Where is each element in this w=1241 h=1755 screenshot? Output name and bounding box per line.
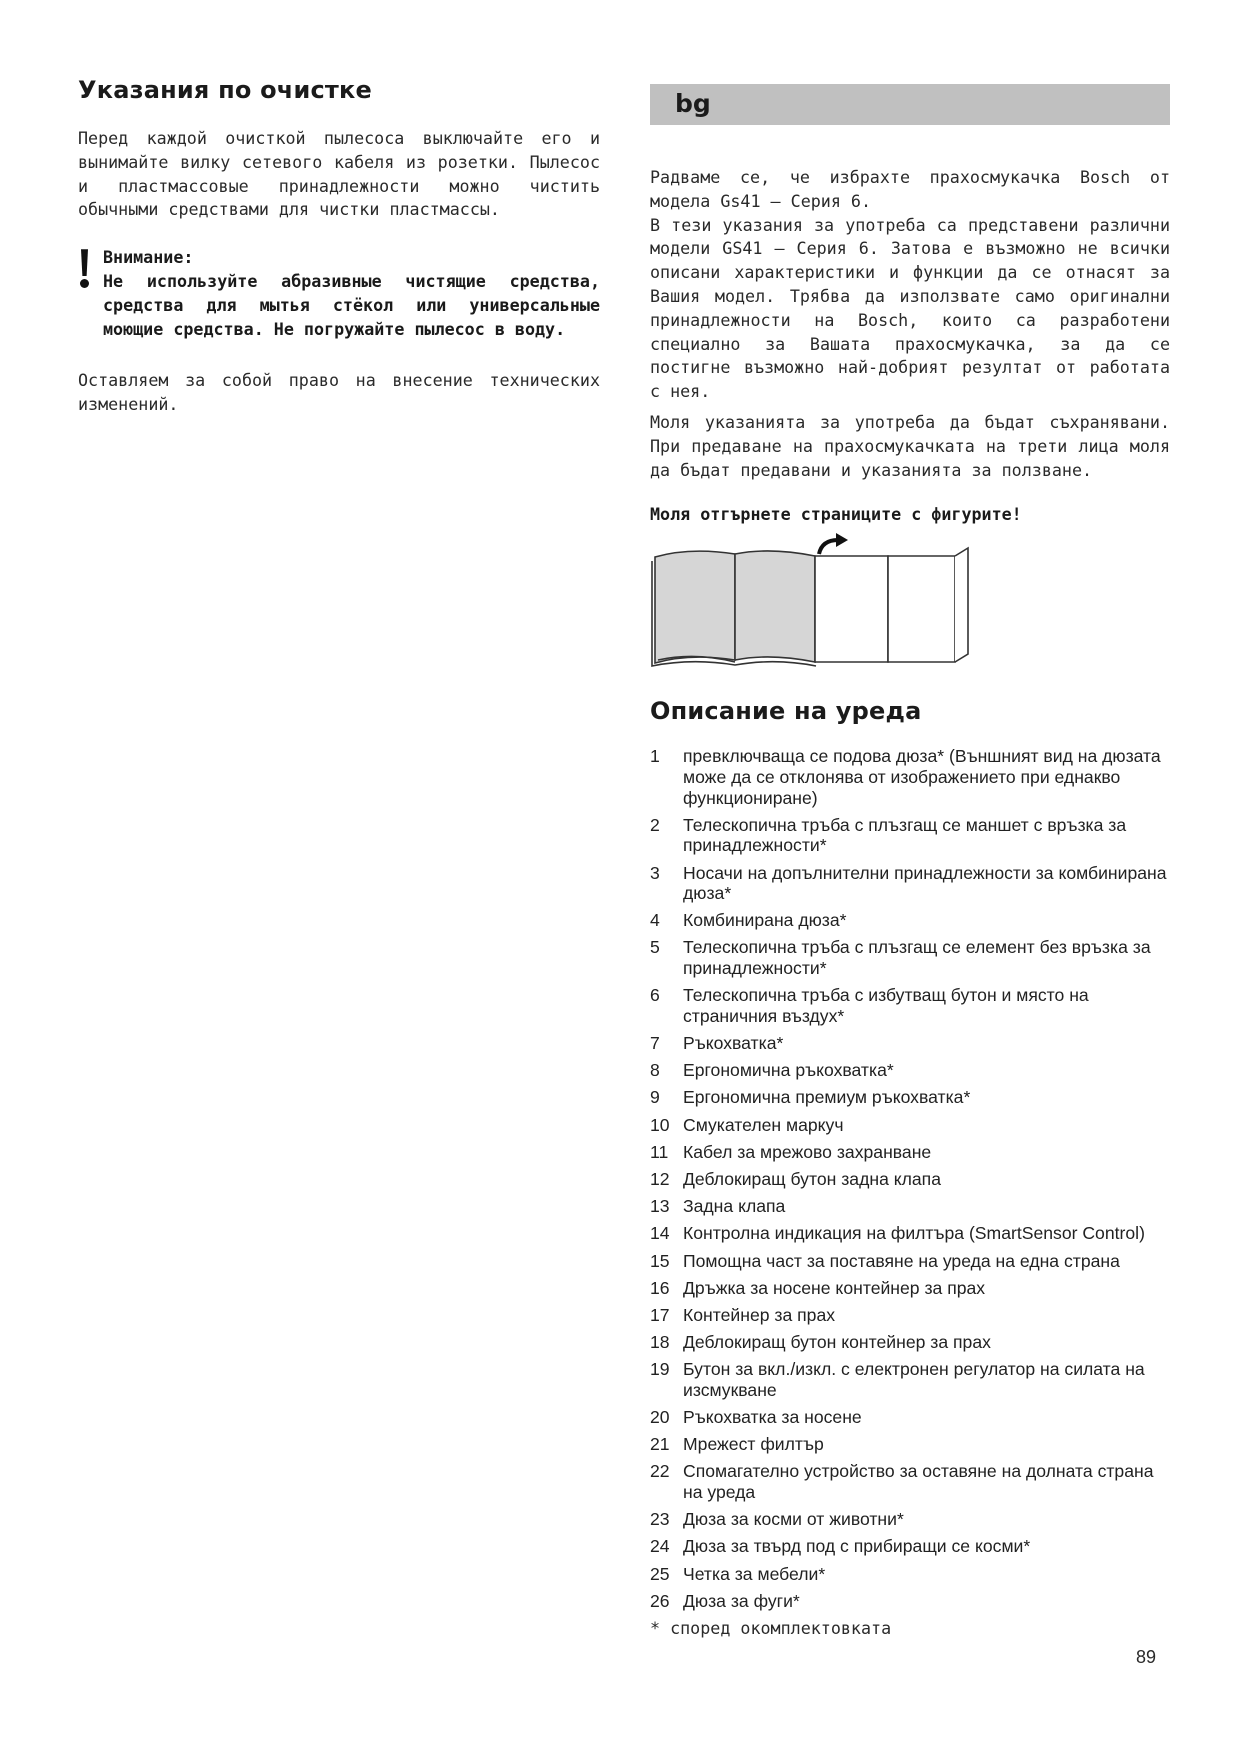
item-text: Ергономична премиум ръкохватка* — [683, 1087, 971, 1108]
item-number: 2 — [650, 814, 660, 835]
page-number: 89 — [1136, 1647, 1157, 1667]
list-item — [650, 1223, 1170, 1244]
list-item — [650, 910, 1170, 931]
item-text: Дюза за косми от животни* — [683, 1509, 904, 1530]
item-number: 5 — [650, 937, 660, 958]
foldout-pages-illustration — [650, 532, 980, 667]
list-item — [650, 1332, 1170, 1353]
list-item — [650, 1251, 1170, 1272]
item-number: 4 — [650, 910, 660, 931]
item-text: Четка за мебели* — [683, 1563, 826, 1584]
cleaning-heading: Указания по очистке — [78, 76, 373, 104]
list-item — [650, 1142, 1170, 1163]
item-number: 14 — [650, 1223, 670, 1244]
item-number: 22 — [650, 1461, 670, 1482]
language-code: bg — [675, 89, 711, 118]
list-item — [650, 937, 1170, 978]
cleaning-text: Перед каждой очисткой пылесоса выключайте его и вынимайте вилку сетевого кабеля из розетки. Пылесос и пластмассовые принадлежности можно чистить обычными средствами для чистки пластмассы. — [78, 128, 600, 220]
item-text: Дюза за твърд под с прибиращи се косми* — [683, 1536, 1031, 1557]
left-column — [78, 76, 600, 417]
warning-text: Не используйте абразивные чистящие средства, средства для мытья стёкол или универсальные моющие средства. Не погружайте пылесос в воду. — [103, 270, 600, 339]
item-text: Телескопична тръба с плъзгащ се маншет с връзка за принадлежности* — [683, 814, 1127, 856]
description-heading: Описание на уреда — [650, 697, 922, 726]
item-number: 9 — [650, 1087, 660, 1108]
list-item — [650, 1033, 1170, 1054]
list-item — [650, 1591, 1170, 1612]
warning-block — [78, 246, 600, 341]
changes-note: Оставляем за собой право на внесение технических изменений. — [78, 370, 600, 415]
item-number: 24 — [650, 1536, 670, 1557]
list-item — [650, 1305, 1170, 1326]
list-item — [650, 985, 1170, 1026]
item-number: 11 — [650, 1141, 669, 1162]
list-item — [650, 1536, 1170, 1557]
list-item — [650, 1278, 1170, 1299]
item-number: 15 — [650, 1250, 670, 1271]
item-text: Дюза за фуги* — [683, 1590, 800, 1611]
list-item — [650, 863, 1170, 904]
item-number: 25 — [650, 1563, 670, 1584]
item-number: 13 — [650, 1196, 670, 1217]
item-number: 12 — [650, 1168, 670, 1189]
item-number: 23 — [650, 1509, 670, 1530]
list-item — [650, 1169, 1170, 1190]
item-text: Ергономична ръкохватка* — [683, 1060, 894, 1081]
warning-label: Внимание: — [103, 247, 194, 268]
item-number: 3 — [650, 862, 660, 883]
item-text: Деблокиращ бутон контейнер за прах — [683, 1332, 991, 1353]
item-text: Контейнер за прах — [683, 1304, 836, 1325]
item-text: Телескопична тръба с избутващ бутон и място на страничния въздух* — [683, 985, 1089, 1026]
item-text: Деблокиращ бутон задна клапа — [683, 1168, 941, 1189]
intro-paragraph-2: В тези указания за употреба са представени различни модели GS41 – Серия 6. Затова е възможно не всички описани характеристики и функции да се отнасят за Вашия модел. Трябва да използвате само оригинални принадлежности на Bosch, които са разработени специално за Вашата прахосмукачка, за да се постигне възможно най-добрият резултат от работата с нея. — [650, 214, 1170, 402]
list-item — [650, 1434, 1170, 1455]
item-number: 8 — [650, 1060, 660, 1081]
item-number: 20 — [650, 1407, 670, 1428]
item-number: 26 — [650, 1590, 670, 1611]
language-tab — [650, 84, 1170, 125]
parts-list — [650, 746, 1170, 1611]
item-text: Ръкохватка* — [683, 1033, 784, 1054]
right-column — [650, 84, 1170, 1638]
item-number: 10 — [650, 1114, 670, 1135]
item-text: Задна клапа — [683, 1196, 786, 1217]
turn-pages-note: Моля отгърнете страниците с фигурите! — [650, 504, 1022, 525]
open-book-icon — [652, 548, 968, 666]
item-text: Дръжка за носене контейнер за прах — [683, 1277, 986, 1298]
item-text: Помощна част за поставяне на уреда на една страна — [683, 1250, 1120, 1271]
list-item — [650, 1509, 1170, 1530]
footnote: * според окомплектовката — [650, 1617, 892, 1638]
turn-arrow-icon — [819, 533, 848, 554]
item-text: Носачи на допълнителни принадлежности за комбинирана дюза* — [683, 862, 1167, 904]
item-number: 7 — [650, 1033, 660, 1054]
item-text: Мрежест филтър — [683, 1434, 824, 1455]
item-number: 18 — [650, 1332, 670, 1353]
item-text: Смукателен маркуч — [683, 1114, 844, 1135]
list-item — [650, 746, 1170, 808]
item-text: Бутон за вкл./изкл. с електронен регулатор на силата на изсмукване — [683, 1359, 1145, 1400]
item-text: Ръкохватка за носене — [683, 1407, 862, 1428]
list-item — [650, 1115, 1170, 1136]
item-number: 16 — [650, 1277, 670, 1298]
item-text: Контролна индикация на филтъра (SmartSensor Control) — [683, 1223, 1145, 1244]
list-item — [650, 1407, 1170, 1428]
intro-paragraph-1: Радваме се, че избрахте прахосмукачка Bosch от модела Gs41 – Серия 6. — [650, 167, 1170, 211]
list-item — [650, 1196, 1170, 1217]
intro-paragraph-3: Моля указанията за употреба да бъдат съхранявани. При предаване на прахосмукачката на трети лица моля да бъдат предавани и указанията за ползване. — [650, 411, 1170, 480]
item-text: Телескопична тръба с плъзгащ се елемент без връзка за принадлежности* — [683, 937, 1151, 979]
item-text: Комбинирана дюза* — [683, 910, 847, 931]
item-text: Кабел за мрежово захранване — [683, 1141, 932, 1162]
list-item — [650, 815, 1170, 856]
item-number: 19 — [650, 1359, 670, 1380]
list-item — [650, 1461, 1170, 1502]
item-number: 17 — [650, 1304, 670, 1325]
item-number: 1 — [650, 746, 660, 767]
item-text: Спомагателно устройство за оставяне на долната страна на уреда — [683, 1461, 1154, 1503]
exclamation-icon — [78, 246, 90, 290]
list-item — [650, 1359, 1170, 1400]
item-number: 6 — [650, 985, 660, 1006]
item-number: 21 — [650, 1434, 670, 1455]
list-item — [650, 1564, 1170, 1585]
list-item — [650, 1060, 1170, 1081]
item-text: превключваща се подова дюза* (Външният вид на дюзата може да се отклонява от изображението при еднакво функциониране) — [683, 746, 1161, 808]
list-item — [650, 1087, 1170, 1108]
